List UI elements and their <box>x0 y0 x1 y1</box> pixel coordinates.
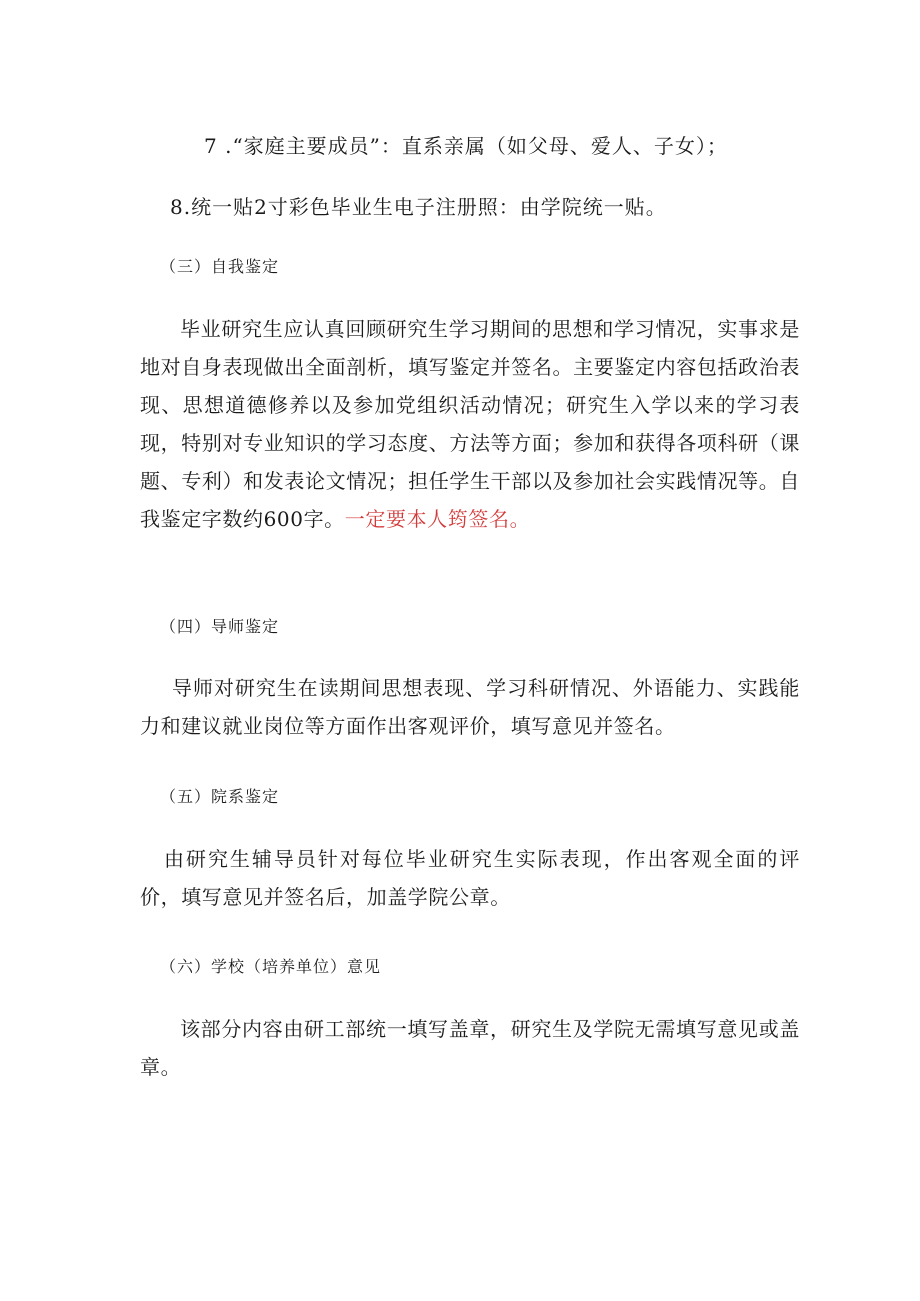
self-assessment-paragraph <box>140 310 800 538</box>
item-8: 8.统一贴2寸彩色毕业生电子注册照：由学院统一贴。 <box>170 195 667 219</box>
heading-advisor-assessment: （四）导师鉴定 <box>160 617 280 636</box>
signature-note: 一定要本人筠签名。 <box>344 507 531 531</box>
heading-school-opinion: （六）学校（培养单位）意见 <box>160 957 382 976</box>
item-7: 7 .“家庭主要成员”：直系亲属（如父母、爱人、子女）； <box>204 134 728 158</box>
school-opinion-body: 该部分内容由研工部统一填写盖章，研究生及学院无需填写意见或盖章。 <box>140 1017 800 1079</box>
advisor-assessment-body: 导师对研究生在读期间思想表现、学习科研情况、外语能力、实践能力和建议就业岗位等方面作出客观评价，填写意见并签名。 <box>140 676 800 738</box>
heading-department-assessment: （五）院系鉴定 <box>160 787 280 806</box>
self-assessment-body: 毕业研究生应认真回顾研究生学习期间的思想和学习情况，实事求是地对自身表现做出全面剖析，填写鉴定并签名。主要鉴定内容包括政治表现、思想道德修养以及参加党组织活动情况；研究生入学以来的学习表现，特别对专业知识的学习态度、方法等方面；参加和获得各项科研（课题、专利）和发表论文情况；担任学生干部以及参加社会实践情况等。自我鉴定字数约600字。 <box>140 317 800 531</box>
heading-self-assessment: （三）自我鉴定 <box>160 257 280 276</box>
department-assessment-body: 由研究生辅导员针对每位毕业研究生实际表现，作出客观全面的评价，填写意见并签名后，加盖学院公章。 <box>140 847 800 909</box>
